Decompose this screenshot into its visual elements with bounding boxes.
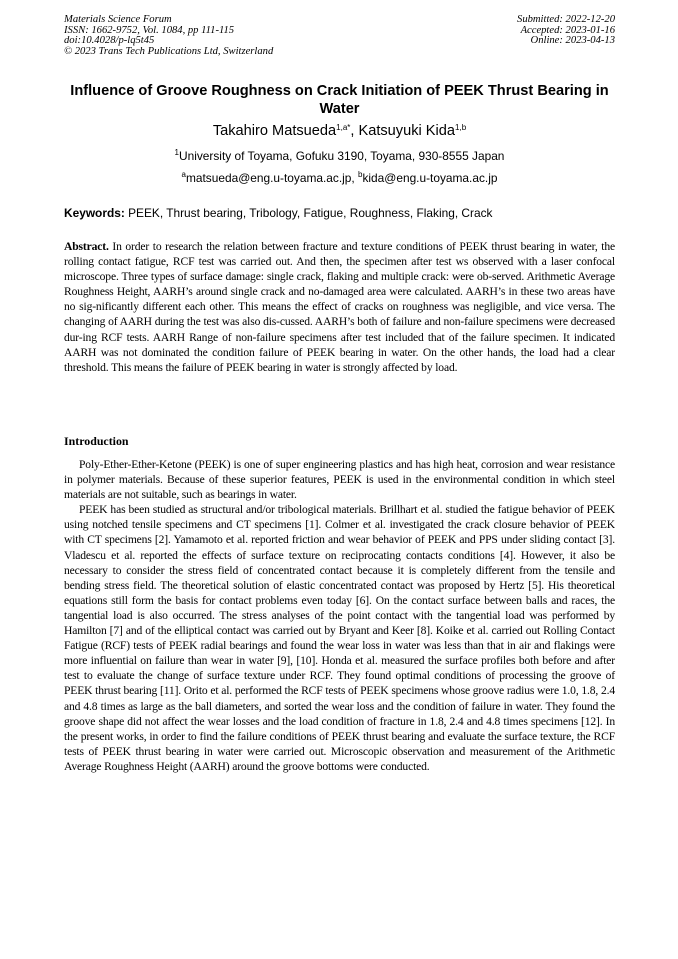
author-name: Takahiro Matsueda [212,123,337,139]
email-marker: b [358,170,363,179]
abstract-label: Abstract. [64,240,109,253]
email-link[interactable]: kida@eng.u-toyama.ac.jp [362,171,498,185]
section-heading-introduction: Introduction [64,434,129,448]
keywords [64,206,615,221]
paragraph: Poly-Ether-Ether-Ketone (PEEK) is one of super engineering plastics and has high heat, corrosion and wear resistance in polymer materials. Because of these superior features, PEEK is used in the environmental condition in which steel materials are not suitable, such as bearings in water. [64,458,615,502]
author-emails [64,171,615,186]
affiliation-marker: 1 [174,148,179,157]
author-list [64,122,615,140]
author-affiliation-marker: 1,b [455,123,467,132]
affiliation-text: University of Toyama, Gofuku 3190, Toyama, 930-8555 Japan [179,149,505,163]
author-separator: , [350,123,359,139]
issn-line: ISSN: 1662-9752, Vol. 1084, pp 111-115 [64,24,235,36]
keywords-label: Keywords: [64,206,125,220]
abstract-text: In order to research the relation between fracture and texture conditions of PEEK thrust bearing in water, the rolling contact fatigue, RCF test was carried out. And then, the specimen after test ws observed with a laser confocal microscope. Three types of surface damage: single crack, flaking and multiple crack: were ob-served. Arithmetic Average Roughness Height, AARH’s around single crack and no-damaged area were calculated. AARH’s in these two areas have no sig-nificantly different each other. This means the effect of cracks on roughness was negligible, and vice versa. The changing of AARH during the test was also dis-cussed. AARH’s both of failure and non-failure specimens were decreased dur-ing RCF tests. AARH Range of non-failure specimens after test included that of the failure specimen. It indicated AARH was not dominated the condition failure of PEEK bearing in water. On the other hands, the load had a clear threshold. This means the failure of PEEK bearing in water is strongly affected by load. [64,240,615,374]
paragraph: PEEK has been studied as structural and/or tribological materials. Brillhart et al. studied the fatigue behavior of PEEK using notched tensile specimens and CT specimens [1]. Colmer et al. investigated the crack closure behavior of PEEK with CT specimens [2]. Yamamoto et al. reported friction and wear behavior of PEEK and PPS under sliding contact [3]. Vladescu et al. reported the effects of surface texture on reciprocating contacts conditions [4]. However, it also be necessary to consider the stress field of concentrated contact because it is completely different from the tensile and bending stress field. The theoretical solution of elastic concentrated contact was proposed by Hertz [5]. His theoretical equations still form the basis for contact problems even today [6]. On the contact surface between balls and races, the tangential load is also occurred. The stress analyses of the point contact with the tangential load was performed by Hamilton [7] and of the elliptical contact was carried out by Bryant and Keer [8]. Koike et al. carried out Rolling Contact Fatigue (RCF) tests of PEEK radial bearings and found the wear loss in water was less than that in air and flakings were more influential on failure than wear in water [9], [10]. Honda et al. measured the surface profiles both before and after test to evaluate the change of surface texture under RCF. They found optimal conditions of processing the groove of PEEK thrust bearing [11]. Orito et al. performed the RCF tests of PEEK specimens whose groove radius were 1.0, 1.8, 2.4 and 4.8 times as large as the ball diameters, and sorted the wear loss and the condition of failure in water. They found the groove shape did not affect the wear losses and the load condition of fracture in 1.8, 2.4 and 4.8 times specimens [12]. In the present works, in order to find the failure conditions of PEEK thrust bearing and evaluate the surface texture, the RCF tests of PEEK thrust bearing in water were carried out. Microscopic observation and measurement of the Arithmetic Average Roughness Height (AARH) around the groove bottoms were conducted. [64,503,615,773]
email-marker: a [181,170,186,179]
copyright-line: © 2023 Trans Tech Publications Ltd, Switzerland [64,46,274,58]
journal-info [64,15,273,58]
online-date: Online: 2023-04-13 [530,35,615,47]
accepted-date: Accepted: 2023-01-16 [520,24,615,36]
introduction-body [64,457,615,774]
doi-line: doi:10.4028/p-lq5t45 [64,35,155,47]
email-separator: , [351,171,358,185]
submitted-date: Submitted: 2022-12-20 [517,14,615,25]
journal-name: Materials Science Forum [64,14,172,25]
email-link[interactable]: matsueda@eng.u-toyama.ac.jp [185,171,352,185]
author-name: Katsuyuki Kida [358,123,456,139]
publication-dates [517,15,615,47]
affiliation [64,149,615,164]
abstract [64,239,615,375]
paper-title: Influence of Groove Roughness on Crack Initiation of PEEK Thrust Bearing in Water [70,83,609,117]
keywords-text: PEEK, Thrust bearing, Tribology, Fatigue, Roughness, Flaking, Crack [124,206,493,220]
author-affiliation-marker: 1,a* [336,123,351,132]
